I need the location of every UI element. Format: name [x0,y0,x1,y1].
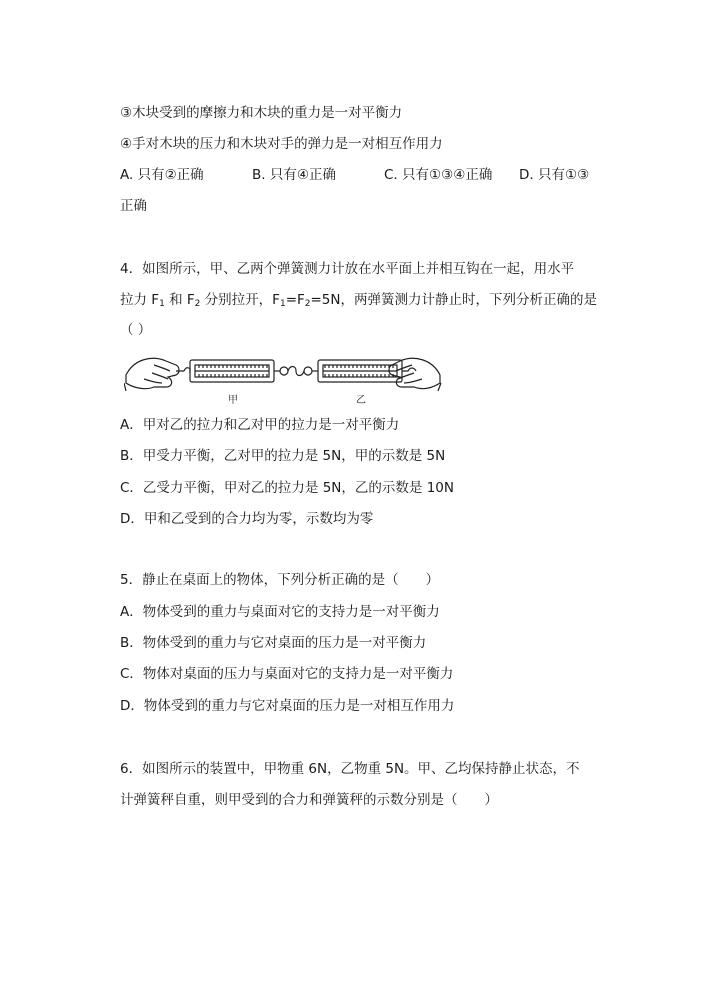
spring-scale-left [190,360,274,382]
q5-option-b: B．物体受到的重力与它对桌面的压力是一对平衡力 [120,635,427,651]
q4-text-segment: 拉力 F [120,292,160,308]
q3-option-a: A. 只有②正确 [120,167,204,183]
q3-statement-3: ③木块受到的摩擦力和木块的重力是一对平衡力 [120,105,403,121]
q4-subscript: 1 [159,299,165,309]
q5-stem: 5．静止在桌面上的物体，下列分析正确的是（ ） [120,572,440,588]
q3-option-b: B. 只有④正确 [252,167,336,183]
q4-text-segment: =5N，两弹簧测力计静止时，下列分析正确的是 [310,292,597,308]
q4-option-d: D．甲和乙受到的合力均为零，示数均为零 [120,511,374,527]
q3-statement-4: ④手对木块的压力和木块对手的弹力是一对相互作用力 [120,136,443,152]
q4-stem-line-1: 4．如图所示，甲、乙两个弹簧测力计放在水平面上并相互钩在一起，用水平 [120,261,575,277]
q4-text-segment: =F [285,292,305,308]
q4-subscript: 1 [279,299,286,309]
q4-option-a: A．甲对乙的拉力和乙对甲的拉力是一对平衡力 [120,417,400,433]
hooks-icon [274,367,318,376]
q3-option-c: C. 只有①③④正确 [384,167,493,183]
q5-option-c: C．物体对桌面的压力与桌面对它的支持力是一对平衡力 [120,666,454,682]
q3-option-d: D. 只有①③ [519,167,590,183]
q4-subscript: 2 [194,299,201,309]
q4-option-c: C．乙受力平衡，甲对乙的拉力是 5N，乙的示数是 10N [120,480,454,496]
figure-label-left: 甲 [228,395,238,406]
figure-label-right: 乙 [356,395,366,406]
q3-option-d-continued: 正确 [120,198,147,214]
q5-option-d: D．物体受到的重力与它对桌面的压力是一对相互作用力 [120,698,455,714]
q4-text-segment: 分别拉开，F [200,292,280,308]
q4-text-segment: 和 F [164,292,195,308]
q4-subscript: 2 [304,299,311,309]
q6-stem-line-2: 计弹簧秤自重，则甲受到的合力和弹簧秤的示数分别是（ ） [120,792,498,808]
q5-option-a: A．物体受到的重力与桌面对它的支持力是一对平衡力 [120,604,440,620]
q4-stem-line-3: （ ） [120,322,152,338]
q4-option-b: B．甲受力平衡，乙对甲的拉力是 5N，甲的示数是 5N [120,448,446,464]
q4-stem-line-2 [120,291,597,313]
left-hand-icon [124,358,179,391]
q6-stem-line-1: 6．如图所示的装置中，甲物重 6N，乙物重 5N。甲、乙均保持静止状态，不 [120,761,580,777]
spring-scales-figure [124,347,442,409]
